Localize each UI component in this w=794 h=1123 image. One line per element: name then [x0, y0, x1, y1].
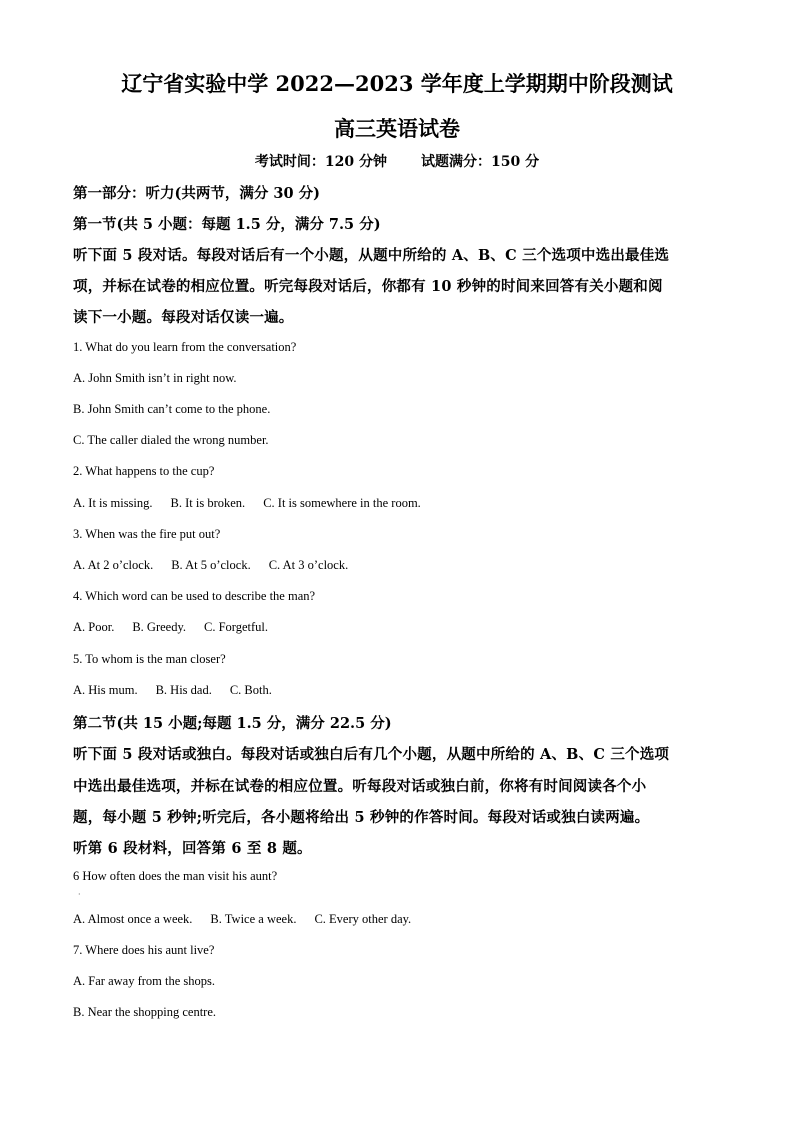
option: B. His dad. — [155, 683, 212, 697]
instruction-line: 读下一小题。每段对话仅读一遍。 — [73, 309, 294, 326]
option: A. His mum. — [73, 683, 138, 697]
option: A. It is missing. — [73, 496, 153, 510]
part1-heading: 第一部分：听力(共两节，满分 30 分) — [73, 185, 320, 202]
option: A. At 2 o’clock. — [73, 558, 154, 572]
material-heading: 听第 6 段材料，回答第 6 至 8 题。 — [73, 840, 312, 857]
full-score: 试题满分：150 分 — [421, 154, 540, 170]
option: A. Poor. — [73, 620, 115, 634]
question-stem: 2. What happens to the cup? — [73, 464, 215, 478]
option: A. Almost once a week. — [73, 912, 193, 926]
option: C. Every other day. — [314, 912, 412, 926]
option: B. Near the shopping centre. — [73, 1005, 217, 1019]
question-stem: 4. Which word can be used to describe the man? — [73, 589, 316, 603]
option-row — [73, 558, 348, 573]
option-row — [73, 683, 272, 698]
option-row — [73, 620, 268, 635]
option: B. Twice a week. — [210, 912, 297, 926]
instruction-line: 项，并标在试卷的相应位置。听完每段对话后，你都有 10 秒钟的时间来回答有关小题和阅 — [73, 278, 663, 295]
exam-meta — [0, 151, 794, 171]
option: B. At 5 o’clock. — [171, 558, 251, 572]
question-stem: 6 How often does the man visit his aunt? — [73, 869, 278, 883]
question-stem: 7. Where does his aunt live? — [73, 943, 215, 957]
option: C. Forgetful. — [204, 620, 269, 634]
instruction-line: 题，每小题 5 秒钟;听完后，各小题将给出 5 秒钟的作答时间。每段对话或独白读两遍。 — [73, 809, 650, 826]
question-stem: 1. What do you learn from the conversation? — [73, 340, 297, 354]
exam-title: 辽宁省实验中学 2022—2023 学年度上学期期中阶段测试 — [121, 71, 673, 96]
option: A. Far away from the shops. — [73, 974, 215, 988]
instruction-line: 中选出最佳选项，并标在试卷的相应位置。听每段对话或独白前，你将有时间阅读各个小 — [73, 778, 647, 795]
exam-time: 考试时间：120 分钟 — [254, 154, 387, 170]
instruction-line: 听下面 5 段对话。每段对话后有一个小题，从题中所给的 A、B、C 三个选项中选出最佳选 — [73, 247, 670, 264]
option-row — [73, 912, 411, 927]
instruction-line: 听下面 5 段对话或独白。每段对话或独白后有几个小题，从题中所给的 A、B、C 三个选项 — [73, 746, 670, 763]
exam-subtitle: 高三英语试卷 — [334, 116, 460, 141]
option: C. At 3 o’clock. — [268, 558, 349, 572]
section1-heading: 第一节(共 5 小题：每题 1.5 分，满分 7.5 分) — [73, 216, 381, 233]
option: C. It is somewhere in the room. — [263, 496, 421, 510]
option: B. It is broken. — [170, 496, 246, 510]
stray-mark: · — [78, 890, 81, 899]
question-stem: 5. To whom is the man closer? — [73, 652, 226, 666]
option: B. Greedy. — [132, 620, 187, 634]
question-stem: 3. When was the fire put out? — [73, 527, 221, 541]
option: B. John Smith can’t come to the phone. — [73, 402, 271, 416]
option: C. Both. — [229, 683, 272, 697]
option: C. The caller dialed the wrong number. — [73, 433, 269, 447]
option: A. John Smith isn’t in right now. — [73, 371, 237, 385]
option-row — [73, 496, 421, 511]
section2-heading: 第二节(共 15 小题;每题 1.5 分，满分 22.5 分) — [73, 715, 392, 732]
